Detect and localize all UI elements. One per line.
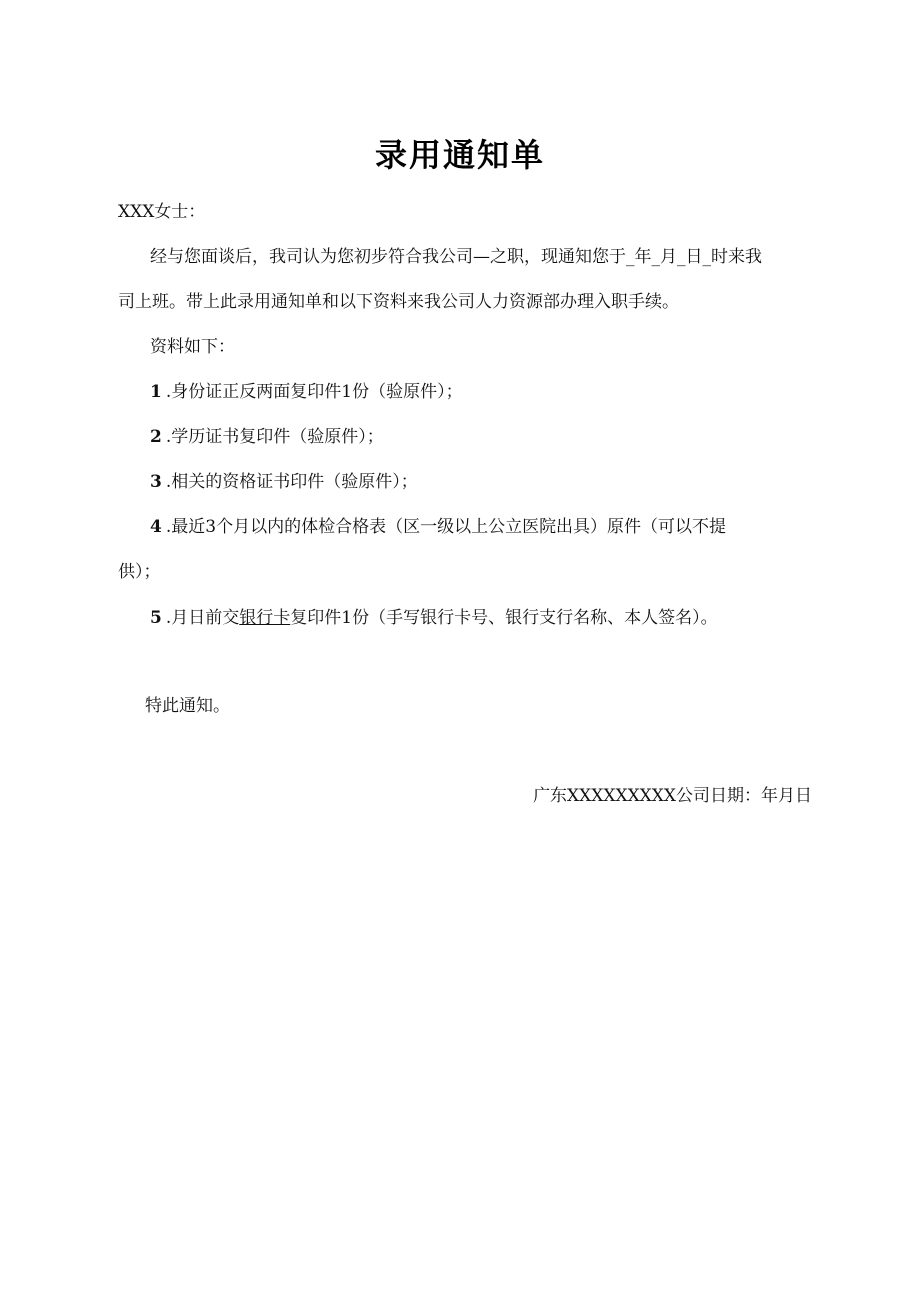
list-item-text: .最近3个月以内的体检合格表（区一级以上公立医院出具）原件（可以不提	[165, 517, 727, 537]
list-item-text-before: .月日前交	[165, 608, 240, 628]
document-title: 录用通知单	[374, 136, 545, 174]
list-item-number: 1	[150, 382, 162, 402]
list-item-number: 3	[150, 472, 162, 492]
paragraph-line-2: 司上班。带上此录用通知单和以下资料来我公司人力资源部办理入职手续。	[118, 292, 679, 312]
materials-heading: 资料如下：	[150, 337, 235, 357]
list-item-text: .学历证书复印件（验原件）；	[165, 427, 384, 447]
list-item-1	[150, 380, 463, 404]
paragraph-line-1: 经与您面谈后，我司认为您初步符合我公司—之职，现通知您于_年_月_日_时来我	[150, 247, 762, 267]
list-item-number: 4	[150, 517, 162, 537]
list-item-text: .身份证正反两面复印件1份（验原件）；	[165, 382, 463, 402]
list-item-2	[150, 425, 384, 449]
list-item-3	[150, 470, 418, 494]
list-item-text-after: 复印件1份（手写银行卡号、银行支行名称、本人签名）。	[290, 608, 718, 628]
closing-notice: 特此通知。	[145, 696, 230, 716]
list-item-text: .相关的资格证书印件（验原件）；	[165, 472, 418, 492]
list-item-number: 2	[150, 427, 162, 447]
signature-line: 广东XXXXXXXXX公司日期：年月日	[533, 786, 812, 806]
list-item-5	[150, 606, 718, 630]
list-item-number: 5	[150, 608, 162, 628]
list-item-4-continuation: 供）；	[118, 562, 161, 582]
list-item-text-underlined: 银行卡	[239, 608, 291, 628]
salutation: XXX女士：	[118, 202, 206, 222]
list-item-4	[150, 515, 726, 539]
